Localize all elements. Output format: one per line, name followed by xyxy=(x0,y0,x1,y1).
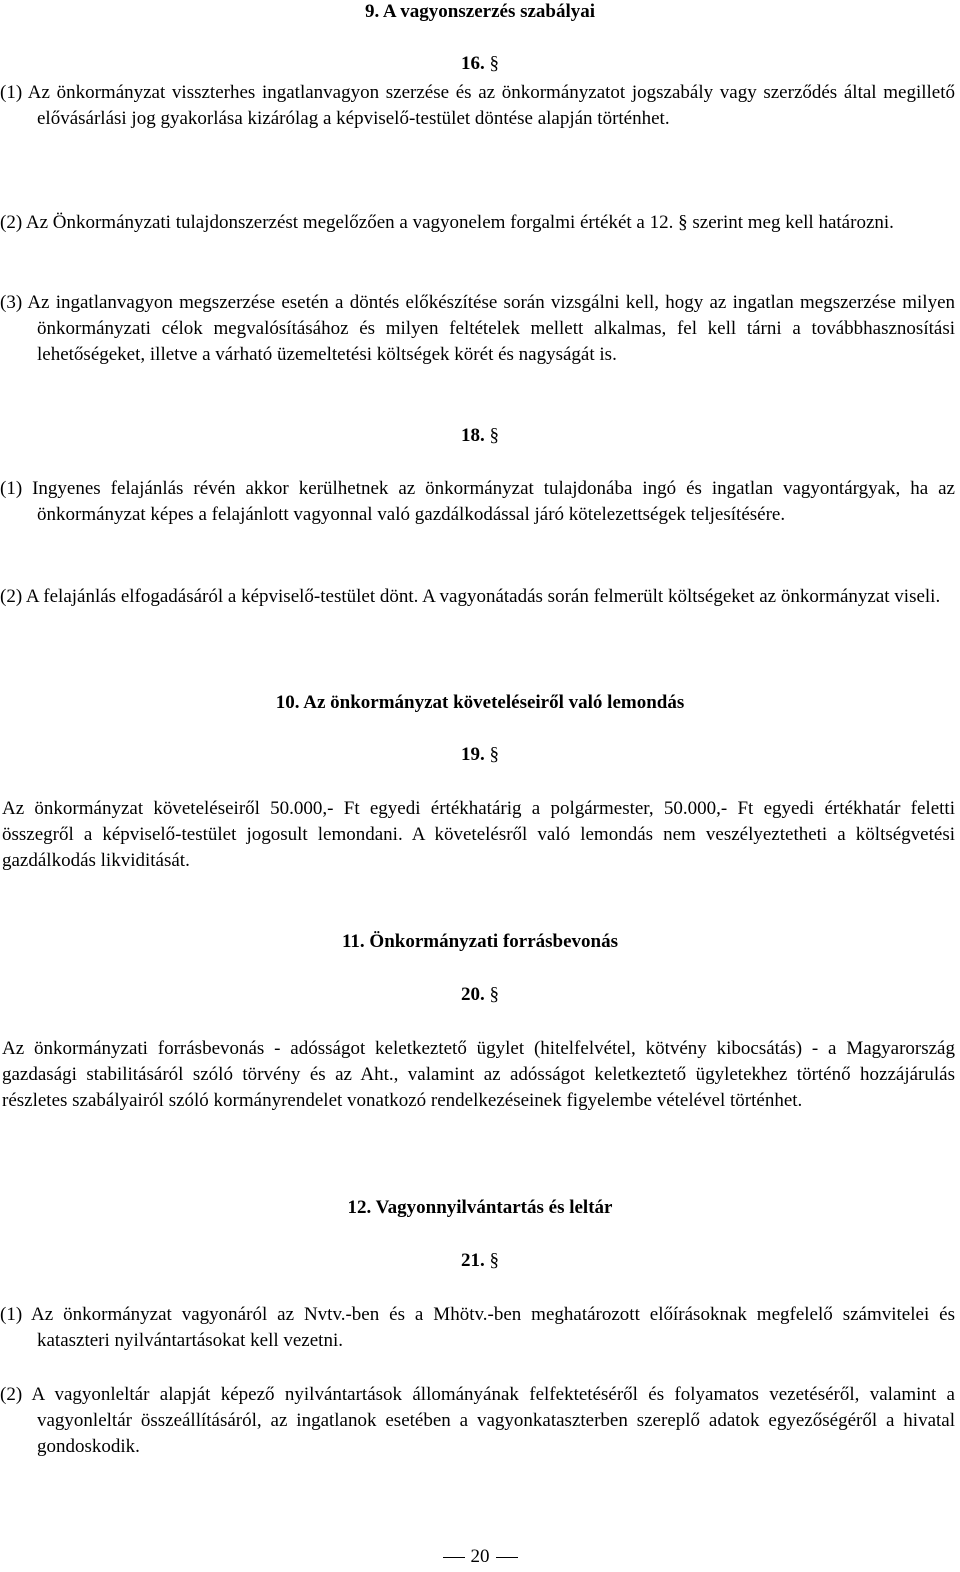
paragraph-18-2: (2) A felajánlás elfogadásáról a képviselő-testület dönt. A vagyonátadás során felmerült költségeket az önkormányzat viseli. xyxy=(0,586,941,607)
paragraph-sign: § xyxy=(489,53,499,74)
paragraph-sign: § xyxy=(489,984,499,1005)
chapter-heading-9: 9. A vagyonszerzés szabályai xyxy=(364,1,596,22)
chapter-heading-11: 11. Önkormányzati forrásbevonás xyxy=(341,931,619,952)
paragraph-16-2: (2) Az Önkormányzati tulajdonszerzést megelőzően a vagyonelem forgalmi értékét a 12. § szerint meg kell határozni. xyxy=(0,212,894,233)
section-19-heading xyxy=(0,743,960,767)
section-number: 16. xyxy=(461,53,485,74)
section-20-heading xyxy=(0,983,960,1007)
paragraph-sign: § xyxy=(489,744,499,765)
section-number: 21. xyxy=(461,1250,485,1271)
section-18-heading xyxy=(0,424,960,448)
chapter-heading-10: 10. Az önkormányzat követeléseiről való lemondás xyxy=(275,692,685,713)
page-number: 20 xyxy=(470,1546,490,1567)
section-number: 19. xyxy=(461,744,485,765)
page-footer xyxy=(0,1545,960,1569)
section-21-heading xyxy=(0,1249,960,1273)
footer-dash-left xyxy=(443,1557,465,1558)
chapter-heading-12: 12. Vagyonnyilvántartás és leltár xyxy=(347,1197,613,1218)
paragraph-18-1: (1) Ingyenes felajánlás révén akkor kerülhetnek az önkormányzat tulajdonába ingó és ingatlan vagyontárgyak, ha az önkormányzat képes a felajánlott vagyonnal való gazdálkodással járó kötelezettségek teljesítésére. xyxy=(0,478,955,525)
paragraph-sign: § xyxy=(489,1250,499,1271)
paragraph-21-1: (1) Az önkormányzat vagyonáról az Nvtv.-ben és a Mhötv.-ben meghatározott előírásoknak megfelelő számvitelei és kataszteri nyilvántartásokat kell vezetni. xyxy=(0,1304,955,1351)
paragraph-sign: § xyxy=(489,425,499,446)
paragraph-20: Az önkormányzati forrásbevonás - adósságot keletkeztető ügylet (hitelfelvétel, kötvény kibocsátás) - a Magyarország gazdasági stabilitásáról szóló törvény és az Aht., valamint az adósságot keletkeztető ügyletekhez történő hozzájárulás részletes szabályairól szóló kormányrendelet vonatkozó rendelkezéseinek figyelembe vételével történhet. xyxy=(2,1038,955,1111)
paragraph-16-1: (1) Az önkormányzat visszterhes ingatlanvagyon szerzése és az önkormányzatot jogszabály vagy szerződés által megillető elővásárlási jog gyakorlása kizárólag a képviselő-testület döntése alapján történhet. xyxy=(0,82,955,129)
section-number: 18. xyxy=(461,425,485,446)
paragraph-16-3: (3) Az ingatlanvagyon megszerzése esetén a döntés előkészítése során vizsgálni kell, hogy az ingatlan megszerzése milyen önkormányzati célok megvalósításához és milyen feltételek mellett alkalmas, fel kell tárni a továbbhasznosítási lehetőségeket, illetve a várható üzemeltetési költségek körét és nagyságát is. xyxy=(0,292,955,365)
footer-dash-right xyxy=(496,1557,518,1558)
section-16-heading xyxy=(0,52,960,76)
paragraph-21-2: (2) A vagyonleltár alapját képező nyilvántartások állományának felfektetéséről és folyamatos vezetéséről, valamint a vagyonleltár összeállításáról, az ingatlanok esetében a vagyonkataszterben szereplő adatok egyezőségéről a hivatal gondoskodik. xyxy=(0,1384,955,1457)
section-number: 20. xyxy=(461,984,485,1005)
paragraph-19: Az önkormányzat követeléseiről 50.000,- Ft egyedi értékhatárig a polgármester, 50.000,- Ft egyedi értékhatár feletti összegről a képviselő-testület jogosult lemondani. A követelésről való lemondás nem veszélyeztetheti a költségvetési gazdálkodás likviditását. xyxy=(2,798,955,871)
